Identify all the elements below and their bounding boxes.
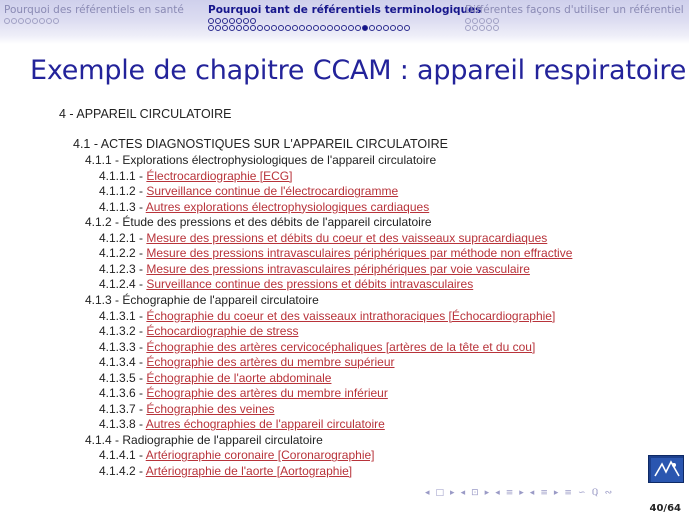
nav-dots-row [465, 25, 684, 31]
ccam-chapter-heading: 4 - APPAREIL CIRCULATOIRE [59, 107, 232, 121]
ccam-code-number: 4.1.1 - [85, 153, 123, 167]
nav-slide-dot[interactable] [292, 25, 298, 31]
nav-dots-row [465, 18, 684, 24]
ccam-code-number: 4.1.4 - [85, 432, 123, 447]
ccam-section-link[interactable]: Échographie des veines [146, 401, 275, 416]
nav-section-pourquoi-referentiels[interactable] [4, 4, 184, 24]
ccam-line[interactable] [99, 169, 292, 183]
nav-slide-dot[interactable] [472, 18, 478, 24]
ccam-line[interactable] [99, 464, 352, 478]
nav-slide-dot[interactable] [479, 25, 485, 31]
ccam-section-link[interactable]: Échographie du coeur et des vaisseaux intrathoraciques [Échocardiographie] [146, 308, 556, 323]
ccam-section-link[interactable]: Échographie des artères du membre inférieur [146, 386, 388, 401]
beamer-nav-icon[interactable]: ⊡ [471, 488, 479, 498]
nav-slide-dot[interactable] [243, 25, 249, 31]
nav-slide-dot[interactable] [18, 18, 24, 24]
nav-slide-dot[interactable] [299, 25, 305, 31]
ccam-section-label: Radiographie de l'appareil circulatoire [122, 432, 323, 447]
ccam-section-link[interactable]: Mesure des pressions et débits du coeur et des vaisseaux supracardiaques [146, 230, 548, 245]
nav-section-facons-utiliser[interactable] [465, 4, 684, 31]
ccam-section-label: Explorations électrophysiologiques de l'appareil circulatoire [122, 153, 437, 167]
beamer-nav-icon[interactable]: ∽ [577, 488, 586, 498]
nav-slide-dot[interactable] [257, 25, 263, 31]
beamer-nav-icon[interactable]: ◂ [460, 488, 466, 498]
nav-slide-dot[interactable] [250, 18, 256, 24]
ccam-code-number: 4.1.4.2 - [99, 464, 146, 478]
ccam-code-number: 4.1.2.2 - [99, 246, 147, 261]
section-navigation-bar [0, 0, 689, 44]
nav-slide-dot[interactable] [369, 25, 375, 31]
ccam-line[interactable] [99, 386, 388, 400]
ccam-code-number: 4.1.3.5 - [99, 370, 147, 385]
nav-slide-dot[interactable] [355, 25, 361, 31]
ccam-line[interactable] [99, 184, 398, 198]
nav-slide-dot[interactable] [383, 25, 389, 31]
ccam-code-number: 4.1.1.3 - [99, 199, 146, 214]
ccam-line[interactable] [99, 448, 375, 462]
ccam-section-link[interactable]: Surveillance continue de l'électrocardiogramme [146, 184, 399, 199]
ccam-line [85, 153, 436, 167]
ccam-code-number: 4.1.3.3 - [99, 339, 147, 354]
nav-slide-dot[interactable] [271, 25, 277, 31]
nav-slide-dot[interactable] [11, 18, 17, 24]
nav-slide-dot[interactable] [493, 18, 499, 24]
beamer-nav-icon[interactable]: ▸ [553, 488, 559, 498]
beamer-nav-icon[interactable]: ▸ [519, 488, 524, 498]
nav-slide-dot[interactable] [327, 25, 333, 31]
ccam-section-link[interactable]: Électrocardiographie [ECG] [146, 168, 293, 183]
nav-slide-dot[interactable] [472, 25, 478, 31]
nav-slide-dot[interactable] [215, 25, 221, 31]
ccam-line [85, 433, 323, 447]
ccam-code-number: 4.1.2.3 - [99, 261, 147, 276]
ccam-line [85, 293, 319, 307]
ccam-section-label: Échographie de l'appareil circulatoire [122, 292, 319, 307]
ccam-section-link[interactable]: Artériographie coronaire [Coronarographie] [145, 448, 375, 463]
ccam-section-link[interactable]: Échographie de l'aorte abdominale [146, 370, 332, 385]
beamer-nav-icon[interactable]: ◂ [529, 488, 535, 498]
ccam-section-link[interactable]: Artériographie de l'aorte [Aortographie] [145, 464, 353, 478]
nav-slide-dot[interactable] [25, 18, 31, 24]
nav-dots-row [208, 25, 481, 31]
nav-slide-dot[interactable] [313, 25, 319, 31]
ccam-section-link[interactable]: Surveillance continue des pressions et débits intravasculaires [146, 277, 474, 292]
logo-icon [649, 456, 685, 484]
nav-slide-dot[interactable] [486, 18, 492, 24]
nav-section-title[interactable]: Pourquoi des référentiels en santé [4, 4, 184, 16]
nav-slide-dot[interactable] [465, 18, 471, 24]
nav-slide-dot[interactable] [53, 18, 59, 24]
ccam-line [85, 215, 432, 229]
nav-slide-dot[interactable] [236, 25, 242, 31]
ccam-line[interactable] [99, 340, 535, 354]
nav-slide-dot[interactable] [208, 25, 214, 31]
nav-slide-dot[interactable] [229, 25, 235, 31]
ccam-section-link[interactable]: Mesure des pressions intravasculaires périphériques par méthode non effractive [146, 246, 573, 261]
ccam-code-number: 4.1 - [73, 137, 101, 151]
beamer-navigation-symbols [425, 487, 618, 499]
nav-slide-dot[interactable] [320, 25, 326, 31]
ccam-code-number: 4.1.1.2 - [99, 184, 147, 199]
nav-slide-dot[interactable] [390, 25, 396, 31]
nav-slide-dot[interactable] [341, 25, 347, 31]
nav-slide-dot[interactable] [486, 25, 492, 31]
nav-slide-dot[interactable] [397, 25, 403, 31]
nav-slide-dot[interactable] [479, 18, 485, 24]
nav-slide-dot[interactable] [250, 25, 256, 31]
ccam-line[interactable] [99, 371, 331, 385]
ccam-line[interactable] [99, 402, 274, 416]
institution-logo [648, 455, 684, 483]
beamer-nav-icon[interactable]: ≡ [540, 488, 548, 498]
ccam-code-number: 4.1.3.7 - [99, 401, 147, 416]
ccam-section-label: ACTES DIAGNOSTIQUES SUR L'APPAREIL CIRCULATOIRE [100, 137, 448, 151]
ccam-section-link[interactable]: Échographie des artères cervicocéphaliques [artères de la tête et du cou] [146, 339, 536, 354]
nav-dots-row [208, 18, 481, 24]
ccam-code-number: 4.1.1.1 - [99, 168, 147, 183]
ccam-code-number: 4.1.2.1 - [99, 230, 147, 245]
ccam-code-number: 4.1.3.1 - [99, 308, 147, 323]
beamer-nav-icon[interactable]: ▸ [450, 488, 455, 498]
nav-slide-dot[interactable] [32, 18, 38, 24]
nav-slide-dot[interactable] [264, 25, 270, 31]
beamer-nav-icon[interactable]: ∾ [604, 488, 613, 498]
ccam-section-link[interactable]: Autres échographies de l'appareil circulatoire [145, 417, 385, 432]
beamer-nav-icon[interactable]: ◂ [425, 488, 430, 498]
ccam-code-number: 4.1.3.8 - [99, 417, 146, 432]
nav-section-title[interactable]: Différentes façons d'utiliser un référentiel [465, 4, 684, 16]
beamer-nav-icon[interactable]: ◂ [495, 488, 500, 498]
ccam-code-number: 4.1.2 - [85, 215, 123, 230]
ccam-section-label: Étude des pressions et des débits de l'appareil circulatoire [122, 215, 432, 230]
nav-slide-dot[interactable] [39, 18, 45, 24]
ccam-line[interactable] [99, 417, 385, 431]
ccam-line[interactable] [99, 277, 473, 291]
ccam-section-link[interactable]: Mesure des pressions intravasculaires périphériques par voie vasculaire [146, 261, 530, 276]
ccam-code-number: 4.1.3 - [85, 292, 123, 307]
ccam-section-link[interactable]: Autres explorations électrophysiologiques cardiaques [145, 199, 430, 214]
nav-dots-row [4, 18, 184, 24]
nav-slide-dot[interactable] [362, 25, 368, 31]
nav-slide-dot[interactable] [46, 18, 52, 24]
beamer-nav-icon[interactable]: ≡ [505, 488, 514, 498]
ccam-line[interactable] [99, 355, 395, 369]
ccam-line[interactable] [99, 231, 547, 245]
ccam-section-link[interactable]: Échographie des artères du membre supérieur [146, 355, 395, 370]
ccam-line[interactable] [99, 262, 530, 276]
beamer-nav-icon[interactable]: □ [435, 488, 445, 498]
nav-slide-dot[interactable] [278, 25, 284, 31]
nav-slide-dot[interactable] [376, 25, 382, 31]
nav-slide-dot[interactable] [306, 25, 312, 31]
nav-slide-dot[interactable] [215, 18, 221, 24]
ccam-code-number: 4.1.3.4 - [99, 355, 147, 370]
beamer-nav-icon[interactable]: ▸ [484, 488, 490, 498]
nav-slide-dot[interactable] [4, 18, 10, 24]
beamer-nav-icon[interactable]: ℚ [591, 488, 599, 498]
page-number: 40/64 [649, 503, 681, 514]
ccam-code-number: 4.1.3.6 - [99, 386, 147, 401]
ccam-line[interactable] [99, 200, 429, 214]
nav-slide-dot[interactable] [236, 18, 242, 24]
nav-section-tant-de-referentiels[interactable] [208, 4, 481, 31]
ccam-line[interactable] [99, 309, 555, 323]
nav-slide-dot[interactable] [285, 25, 291, 31]
ccam-line[interactable] [99, 246, 572, 260]
nav-slide-dot[interactable] [229, 18, 235, 24]
ccam-code-number: 4.1.4.1 - [99, 448, 146, 463]
nav-slide-dot[interactable] [493, 25, 499, 31]
ccam-chapter-screenshot [55, 100, 640, 480]
nav-slide-dot[interactable] [222, 25, 228, 31]
ccam-line [73, 137, 448, 151]
nav-slide-dot[interactable] [208, 18, 214, 24]
nav-slide-dot[interactable] [404, 25, 410, 31]
ccam-code-number: 4.1.3.2 - [99, 324, 147, 339]
ccam-code-number: 4.1.2.4 - [99, 277, 147, 292]
ccam-line[interactable] [99, 324, 298, 338]
nav-slide-dot[interactable] [334, 25, 340, 31]
ccam-section-link[interactable]: Échocardiographie de stress [146, 324, 299, 339]
nav-slide-dot[interactable] [222, 18, 228, 24]
beamer-nav-icon[interactable]: ≡ [564, 488, 572, 498]
nav-slide-dot[interactable] [243, 18, 249, 24]
nav-slide-dot[interactable] [348, 25, 354, 31]
frame-title: Exemple de chapitre CCAM : appareil respiratoire [30, 55, 687, 86]
nav-slide-dot[interactable] [465, 25, 471, 31]
nav-section-title[interactable]: Pourquoi tant de référentiels terminologiques [208, 4, 482, 16]
